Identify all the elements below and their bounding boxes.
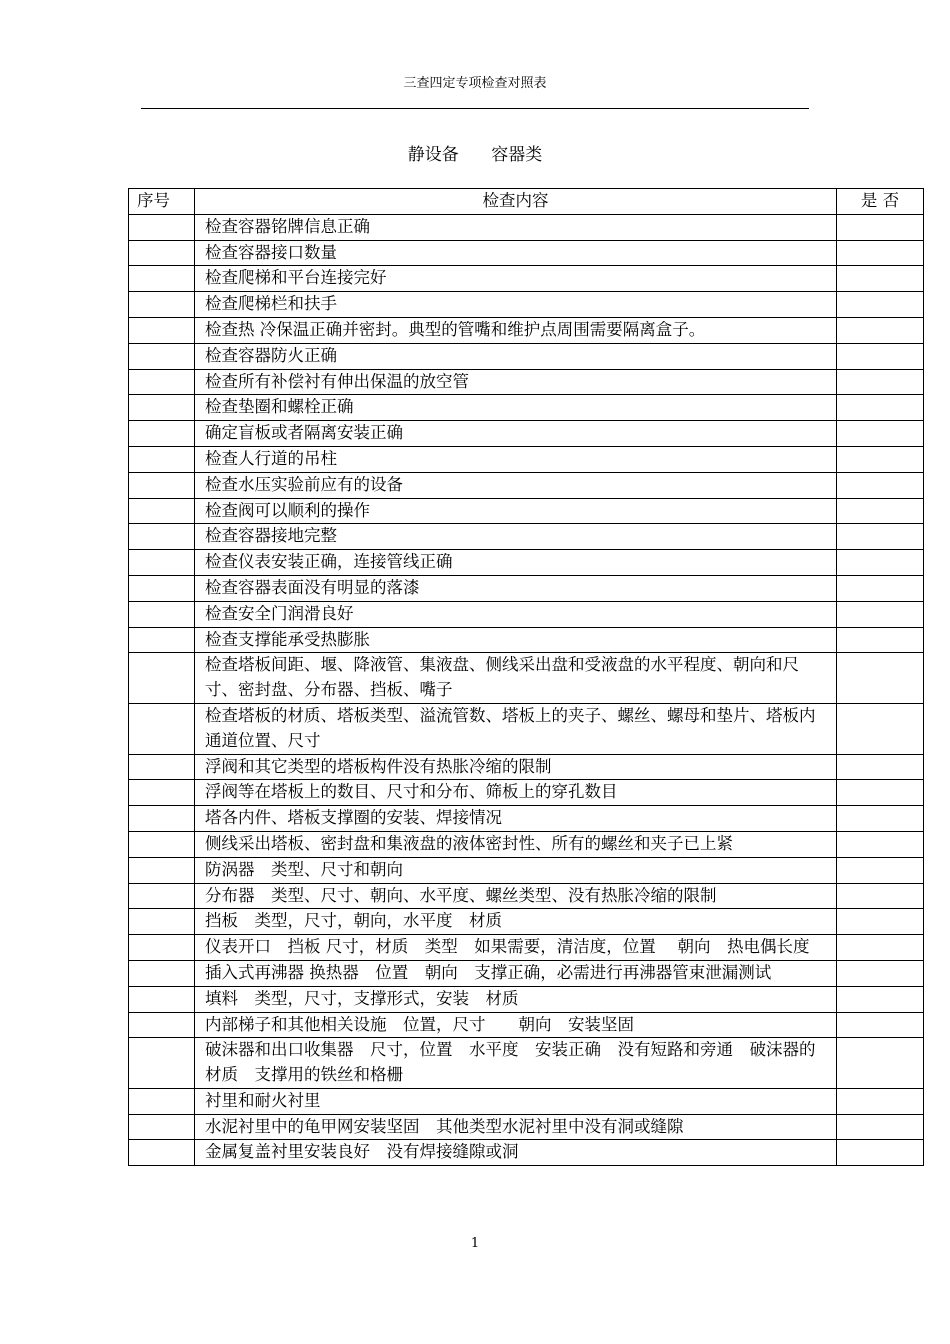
row-number-cell (129, 446, 195, 472)
row-number-cell (129, 703, 195, 754)
row-number-cell (129, 550, 195, 576)
yes-no-cell[interactable] (837, 472, 924, 498)
yes-no-cell[interactable] (837, 831, 924, 857)
table-row (129, 575, 924, 601)
row-number-cell (129, 653, 195, 704)
table-row (129, 369, 924, 395)
table-row (129, 292, 924, 318)
yes-no-cell[interactable] (837, 214, 924, 240)
check-content-cell: 检查爬梯和平台连接完好 (195, 266, 837, 292)
checklist-table (128, 188, 924, 1166)
table-row (129, 831, 924, 857)
yes-no-cell[interactable] (837, 935, 924, 961)
row-number-cell (129, 1038, 195, 1089)
row-number-cell (129, 266, 195, 292)
row-number-cell (129, 780, 195, 806)
table-row (129, 446, 924, 472)
check-content-cell: 检查爬梯栏和扶手 (195, 292, 837, 318)
column-header-no: 序号 (129, 189, 195, 215)
yes-no-cell[interactable] (837, 754, 924, 780)
table-row (129, 472, 924, 498)
yes-no-cell[interactable] (837, 292, 924, 318)
check-content-cell: 检查所有补偿衬有伸出保温的放空管 (195, 369, 837, 395)
row-number-cell (129, 524, 195, 550)
row-number-cell (129, 1088, 195, 1114)
yes-no-cell[interactable] (837, 806, 924, 832)
check-content-cell: 防涡器 类型、尺寸和朝向 (195, 857, 837, 883)
yes-no-cell[interactable] (837, 446, 924, 472)
header-rule (141, 108, 809, 109)
check-content-cell: 金属复盖衬里安装良好 没有焊接缝隙或洞 (195, 1140, 837, 1166)
check-content-cell: 破沫器和出口收集器 尺寸，位置 水平度 安装正确 没有短路和旁通 破沫器的材质 支撑用的铁丝和格栅 (195, 1038, 837, 1089)
check-content-cell: 检查容器接地完整 (195, 524, 837, 550)
check-content-cell: 确定盲板或者隔离安装正确 (195, 421, 837, 447)
check-content-cell: 挡板 类型，尺寸，朝向，水平度 材质 (195, 909, 837, 935)
check-content-cell: 检查仪表安装正确，连接管线正确 (195, 550, 837, 576)
check-content-cell: 浮阀和其它类型的塔板构件没有热胀冷缩的限制 (195, 754, 837, 780)
check-content-cell: 检查人行道的吊柱 (195, 446, 837, 472)
row-number-cell (129, 1114, 195, 1140)
row-number-cell (129, 601, 195, 627)
table-row (129, 524, 924, 550)
row-number-cell (129, 214, 195, 240)
check-content-cell: 衬里和耐火衬里 (195, 1088, 837, 1114)
row-number-cell (129, 627, 195, 653)
column-header-content: 检查内容 (195, 189, 837, 215)
row-number-cell (129, 498, 195, 524)
yes-no-cell[interactable] (837, 369, 924, 395)
yes-no-cell[interactable] (837, 857, 924, 883)
yes-no-cell[interactable] (837, 986, 924, 1012)
row-number-cell (129, 1140, 195, 1166)
check-content-cell: 检查支撑能承受热膨胀 (195, 627, 837, 653)
table-header-row (129, 189, 924, 215)
table-row (129, 601, 924, 627)
check-content-cell: 检查安全门润滑良好 (195, 601, 837, 627)
document-title: 静设备 容器类 (407, 145, 543, 165)
row-number-cell (129, 1012, 195, 1038)
row-number-cell (129, 986, 195, 1012)
table-row (129, 1038, 924, 1089)
table-row (129, 240, 924, 266)
check-content-cell: 水泥衬里中的龟甲网安装坚固 其他类型水泥衬里中没有洞或缝隙 (195, 1114, 837, 1140)
yes-no-cell[interactable] (837, 1140, 924, 1166)
row-number-cell (129, 343, 195, 369)
yes-no-cell[interactable] (837, 1012, 924, 1038)
row-number-cell (129, 806, 195, 832)
yes-no-cell[interactable] (837, 240, 924, 266)
yes-no-cell[interactable] (837, 703, 924, 754)
yes-no-cell[interactable] (837, 421, 924, 447)
row-number-cell (129, 369, 195, 395)
yes-no-cell[interactable] (837, 601, 924, 627)
check-content-cell: 检查容器表面没有明显的落漆 (195, 575, 837, 601)
table-row (129, 266, 924, 292)
row-number-cell (129, 909, 195, 935)
check-content-cell: 检查塔板间距、堰、降液管、集液盘、侧线采出盘和受液盘的水平程度、朝向和尺寸、密封盘、分布器、挡板、嘴子 (195, 653, 837, 704)
table-row (129, 960, 924, 986)
table-row (129, 498, 924, 524)
table-row (129, 395, 924, 421)
yes-no-cell[interactable] (837, 780, 924, 806)
yes-no-cell[interactable] (837, 909, 924, 935)
check-content-cell: 检查容器防火正确 (195, 343, 837, 369)
table-row (129, 703, 924, 754)
check-content-cell: 塔各内件、塔板支撑圈的安装、焊接情况 (195, 806, 837, 832)
yes-no-cell[interactable] (837, 1038, 924, 1089)
row-number-cell (129, 472, 195, 498)
yes-no-cell[interactable] (837, 266, 924, 292)
check-content-cell: 仪表开口 挡板 尺寸，材质 类型 如果需要，清洁度，位置 朝向 热电偶长度 (195, 935, 837, 961)
check-content-cell: 检查水压实验前应有的设备 (195, 472, 837, 498)
table-row (129, 780, 924, 806)
check-content-cell: 侧线采出塔板、密封盘和集液盘的液体密封性、所有的螺丝和夹子已上紧 (195, 831, 837, 857)
table-row (129, 627, 924, 653)
check-content-cell: 填料 类型，尺寸，支撑形式，安装 材质 (195, 986, 837, 1012)
column-header-yes-no: 是 否 (837, 189, 924, 215)
page-header: 三查四定专项检查对照表 (403, 76, 547, 91)
row-number-cell (129, 754, 195, 780)
row-number-cell (129, 395, 195, 421)
table-row (129, 317, 924, 343)
yes-no-cell[interactable] (837, 343, 924, 369)
yes-no-cell[interactable] (837, 883, 924, 909)
table-row (129, 754, 924, 780)
yes-no-cell[interactable] (837, 317, 924, 343)
table-row (129, 883, 924, 909)
yes-no-cell[interactable] (837, 653, 924, 704)
table-row (129, 214, 924, 240)
table-row (129, 653, 924, 704)
table-row (129, 857, 924, 883)
check-content-cell: 内部梯子和其他相关设施 位置，尺寸 朝向 安装坚固 (195, 1012, 837, 1038)
yes-no-cell[interactable] (837, 575, 924, 601)
table-row (129, 986, 924, 1012)
yes-no-cell[interactable] (837, 395, 924, 421)
table-row (129, 1114, 924, 1140)
table-row (129, 935, 924, 961)
yes-no-cell[interactable] (837, 550, 924, 576)
row-number-cell (129, 883, 195, 909)
row-number-cell (129, 935, 195, 961)
check-content-cell: 检查塔板的材质、塔板类型、溢流管数、塔板上的夹子、螺丝、螺母和垫片、塔板内通道位置、尺寸 (195, 703, 837, 754)
row-number-cell (129, 240, 195, 266)
table-row (129, 1140, 924, 1166)
checklist-body (129, 214, 924, 1165)
row-number-cell (129, 857, 195, 883)
yes-no-cell[interactable] (837, 524, 924, 550)
row-number-cell (129, 317, 195, 343)
yes-no-cell[interactable] (837, 627, 924, 653)
check-content-cell: 分布器 类型、尺寸、朝向、水平度、螺丝类型、没有热胀冷缩的限制 (195, 883, 837, 909)
page-number: 1 (470, 1236, 480, 1251)
yes-no-cell[interactable] (837, 1114, 924, 1140)
check-content-cell: 检查热 冷保温正确并密封。典型的管嘴和维护点周围需要隔离盒子。 (195, 317, 837, 343)
check-content-cell: 检查容器铭牌信息正确 (195, 214, 837, 240)
row-number-cell (129, 575, 195, 601)
table-row (129, 421, 924, 447)
table-row (129, 550, 924, 576)
yes-no-cell[interactable] (837, 1088, 924, 1114)
table-row (129, 909, 924, 935)
check-content-cell: 检查垫圈和螺栓正确 (195, 395, 837, 421)
row-number-cell (129, 831, 195, 857)
check-content-cell: 检查阀可以顺利的操作 (195, 498, 837, 524)
row-number-cell (129, 960, 195, 986)
check-content-cell: 检查容器接口数量 (195, 240, 837, 266)
table-row (129, 1012, 924, 1038)
row-number-cell (129, 292, 195, 318)
row-number-cell (129, 421, 195, 447)
yes-no-cell[interactable] (837, 960, 924, 986)
check-content-cell: 插入式再沸器 换热器 位置 朝向 支撑正确，必需进行再沸器管束泄漏测试 (195, 960, 837, 986)
table-row (129, 343, 924, 369)
check-content-cell: 浮阀等在塔板上的数目、尺寸和分布、筛板上的穿孔数目 (195, 780, 837, 806)
table-row (129, 806, 924, 832)
table-row (129, 1088, 924, 1114)
yes-no-cell[interactable] (837, 498, 924, 524)
